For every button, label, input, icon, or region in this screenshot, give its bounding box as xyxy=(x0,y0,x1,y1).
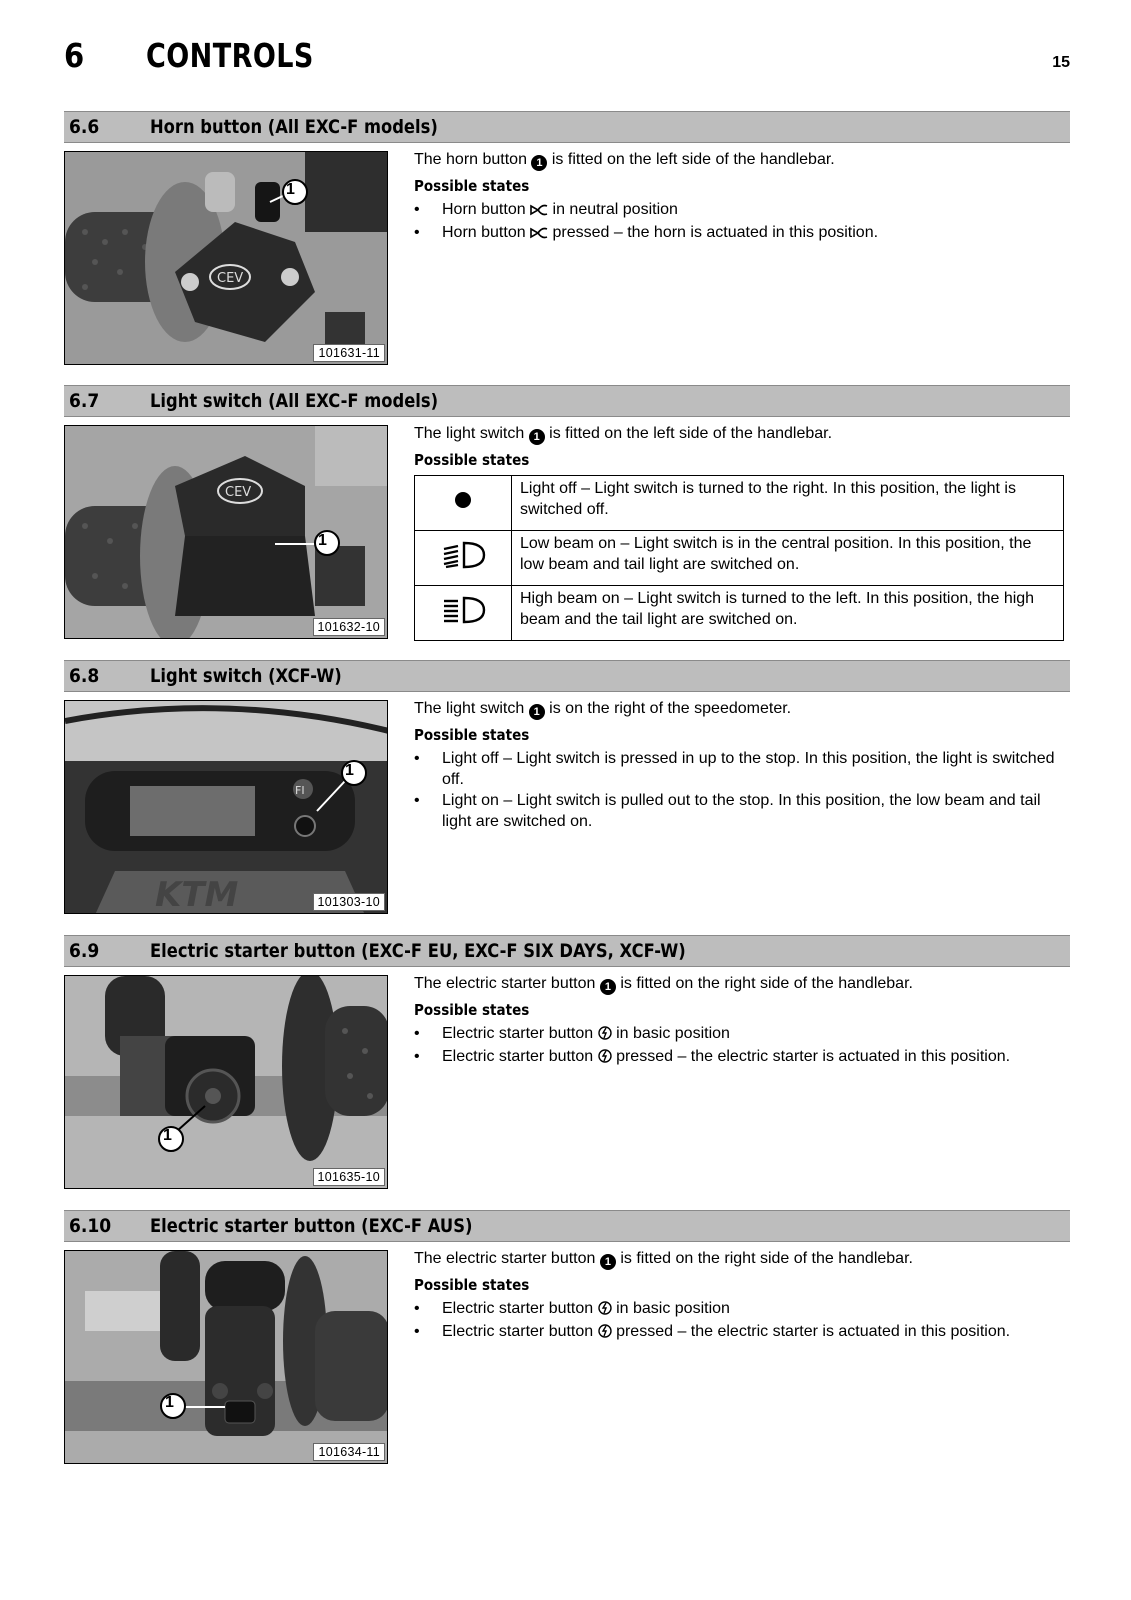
intro-text-end: is fitted on the left side of the handlebar. xyxy=(549,425,833,442)
callout-number: 1 xyxy=(163,1127,172,1144)
chapter-title: CONTROLS xyxy=(146,36,314,75)
intro-text: The electric starter button xyxy=(414,975,596,992)
light-states-table xyxy=(414,475,1064,641)
section-body xyxy=(414,698,1064,832)
low-beam-icon xyxy=(440,557,486,574)
section-number: 6.10 xyxy=(69,1215,112,1237)
section-heading xyxy=(64,935,1070,967)
list-item-text: Electric starter button xyxy=(442,1323,594,1340)
starter-icon xyxy=(598,1025,612,1046)
intro-text-end: is fitted on the right side of the handlebar. xyxy=(620,1250,913,1267)
possible-states-label: Possible states xyxy=(414,726,530,744)
svg-text:KTM: KTM xyxy=(155,875,239,914)
starter-icon xyxy=(598,1323,612,1344)
svg-text:CEV: CEV xyxy=(225,485,252,500)
list-item: • Light on – Light switch is pulled out to the stop. In this position, the low beam and tail light are switched on. xyxy=(414,790,1064,832)
section-number: 6.7 xyxy=(69,390,100,412)
callout-marker: 1 xyxy=(600,1254,616,1270)
section-heading xyxy=(64,385,1070,417)
possible-states-label: Possible states xyxy=(414,451,530,469)
list-item xyxy=(414,199,1064,222)
chapter-header xyxy=(64,36,1070,80)
states-list xyxy=(414,199,1064,245)
callout-number: 1 xyxy=(286,181,295,198)
section-heading xyxy=(64,660,1070,692)
table-cell-icon xyxy=(415,531,512,586)
image-code: 101303-10 xyxy=(313,893,385,911)
section-body xyxy=(414,973,1064,1069)
table-row xyxy=(415,586,1064,641)
possible-states-label: Possible states xyxy=(414,1276,530,1294)
table-cell-text: Light off – Light switch is turned to the right. In this position, the light is switched off. xyxy=(512,476,1064,531)
callout-number: 1 xyxy=(165,1394,174,1411)
section-number: 6.9 xyxy=(69,940,100,962)
svg-text:FI: FI xyxy=(295,784,305,797)
table-cell-text: Low beam on – Light switch is in the central position. In this position, the low beam and tail light are switched on. xyxy=(512,531,1064,586)
section-starter-button-aus xyxy=(64,1210,1070,1459)
page-number: 15 xyxy=(1052,54,1070,71)
list-item-text-end: in basic position xyxy=(616,1300,730,1317)
list-item xyxy=(414,1321,1064,1344)
states-list xyxy=(414,748,1064,832)
list-item-text-end: pressed – the horn is actuated in this position. xyxy=(552,224,879,241)
section-heading xyxy=(64,111,1070,143)
light-switch-photo xyxy=(64,425,388,639)
list-item-text-end: pressed – the electric starter is actuated in this position. xyxy=(616,1323,1011,1340)
list-item-text: Electric starter button xyxy=(442,1025,594,1042)
section-body xyxy=(414,1248,1064,1344)
section-number: 6.6 xyxy=(69,116,100,138)
starter-icon xyxy=(598,1300,612,1321)
callout-marker: 1 xyxy=(529,429,545,445)
intro-text: The light switch xyxy=(414,700,525,717)
list-item xyxy=(414,1298,1064,1321)
starter-button-aus-photo xyxy=(64,1250,388,1464)
light-off-dot-icon xyxy=(454,496,472,513)
image-code: 101631-11 xyxy=(313,344,385,362)
starter-icon xyxy=(598,1048,612,1069)
horn-icon xyxy=(530,224,548,245)
states-list xyxy=(414,1023,1064,1069)
possible-states-label: Possible states xyxy=(414,1001,530,1019)
section-title: Horn button (All EXC-F models) xyxy=(150,116,438,138)
intro-text-end: is fitted on the left side of the handlebar. xyxy=(551,151,835,168)
list-item-text-end: in neutral position xyxy=(552,201,678,218)
table-cell-icon xyxy=(415,586,512,641)
horn-button-photo xyxy=(64,151,388,365)
intro-text-end: is fitted on the right side of the handlebar. xyxy=(620,975,913,992)
callout-number: 1 xyxy=(318,532,327,549)
svg-text:CEV: CEV xyxy=(217,271,244,286)
section-starter-button-eu xyxy=(64,935,1070,1184)
list-item xyxy=(414,1046,1064,1069)
callout-marker: 1 xyxy=(531,155,547,171)
speedometer-photo xyxy=(64,700,388,914)
section-light-switch-exc xyxy=(64,385,1070,634)
intro-text: The light switch xyxy=(414,425,525,442)
image-code: 101632-10 xyxy=(313,618,385,636)
starter-button-photo xyxy=(64,975,388,1189)
section-heading xyxy=(64,1210,1070,1242)
table-cell-text: High beam on – Light switch is turned to the left. In this position, the high beam and the tail light are switched on. xyxy=(512,586,1064,641)
section-body xyxy=(414,149,1064,245)
list-item xyxy=(414,222,1064,245)
section-title: Electric starter button (EXC-F EU, EXC-F SIX DAYS, XCF-W) xyxy=(150,940,686,962)
table-cell-icon xyxy=(415,476,512,531)
list-item-text: Electric starter button xyxy=(442,1300,594,1317)
high-beam-icon xyxy=(440,612,486,629)
horn-icon xyxy=(530,201,548,222)
section-title: Light switch (All EXC-F models) xyxy=(150,390,439,412)
list-item-text-end: pressed – the electric starter is actuated in this position. xyxy=(616,1048,1011,1065)
intro-text: The electric starter button xyxy=(414,1250,596,1267)
section-title: Electric starter button (EXC-F AUS) xyxy=(150,1215,473,1237)
table-row xyxy=(415,531,1064,586)
intro-text-end: is on the right of the speedometer. xyxy=(549,700,792,717)
section-horn-button xyxy=(64,111,1070,360)
image-code: 101634-11 xyxy=(313,1443,385,1461)
list-item-text: Electric starter button xyxy=(442,1048,594,1065)
section-number: 6.8 xyxy=(69,665,100,687)
callout-number: 1 xyxy=(345,762,354,779)
list-item: • Light off – Light switch is pressed in up to the stop. In this position, the light is switched off. xyxy=(414,748,1064,790)
callout-marker: 1 xyxy=(529,704,545,720)
list-item-text: Horn button xyxy=(442,201,526,218)
callout-marker: 1 xyxy=(600,979,616,995)
section-light-switch-xcfw xyxy=(64,660,1070,914)
section-title: Light switch (XCF-W) xyxy=(150,665,342,687)
list-item-text-end: in basic position xyxy=(616,1025,730,1042)
section-body xyxy=(414,423,1064,641)
image-code: 101635-10 xyxy=(313,1168,385,1186)
possible-states-label: Possible states xyxy=(414,177,530,195)
states-list xyxy=(414,1298,1064,1344)
list-item xyxy=(414,1023,1064,1046)
chapter-number: 6 xyxy=(64,36,85,75)
list-item-text: Horn button xyxy=(442,224,526,241)
intro-text: The horn button xyxy=(414,151,527,168)
table-row xyxy=(415,476,1064,531)
